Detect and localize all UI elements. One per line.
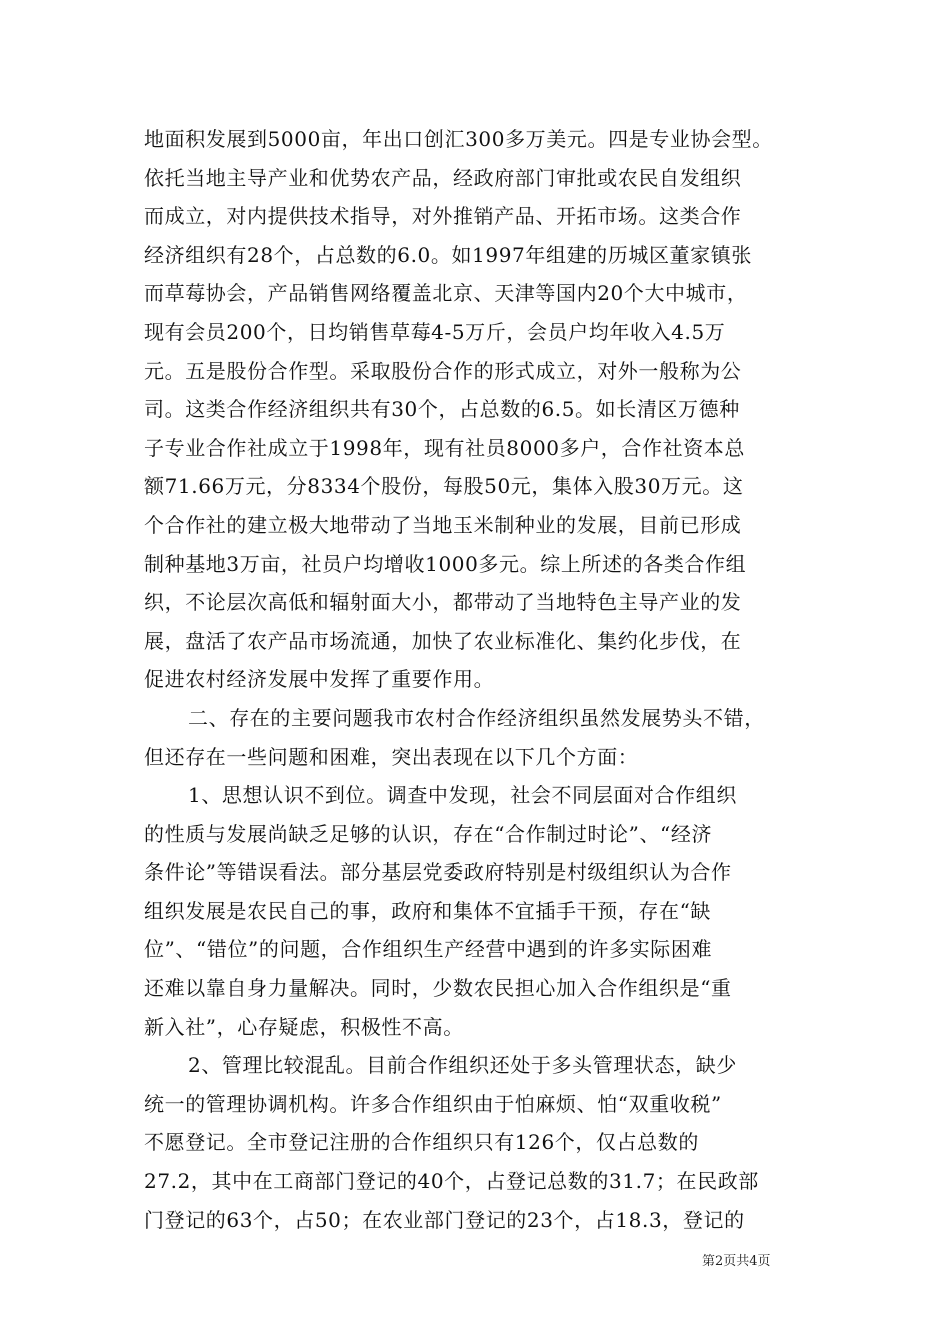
text-line: 二、存在的主要问题我市农村合作经济组织虽然发展势头不错，: [188, 705, 765, 730]
text-line: 依托当地主导产业和优势农产品，经政府部门审批或农民自发组织: [144, 165, 742, 190]
text-line: 经济组织有28个，占总数的6.0。如1997年组建的历城区董家镇张: [144, 242, 752, 267]
text-line: 子专业合作社成立于1998年，现有社员8000多户，合作社资本总: [144, 435, 745, 460]
text-line: 个合作社的建立极大地带动了当地玉米制种业的发展，目前已形成: [144, 512, 742, 537]
text-line: 2、管理比较混乱。目前合作组织还处于多头管理状态，缺少: [188, 1053, 737, 1078]
text-line: 组织发展是农民自己的事，政府和集体不宜插手干预，存在“缺: [144, 898, 712, 923]
text-line: 司。这类合作经济组织共有30个，占总数的6.5。如长清区万德种: [144, 397, 740, 422]
text-line: 1、思想认识不到位。调查中发现，社会不同层面对合作组织: [188, 783, 737, 808]
text-line: 展，盘活了农产品市场流通，加快了农业标准化、集约化步伐，在: [144, 628, 742, 653]
text-line: 额71.66万元，分8334个股份，每股50元，集体入股30万元。这: [144, 474, 744, 499]
text-line: 促进农村经济发展中发挥了重要作用。: [144, 667, 495, 692]
text-line: 织，不论层次高低和辐射面大小，都带动了当地特色主导产业的发: [144, 590, 742, 615]
page-footer: 第2页共4页: [702, 1254, 771, 1269]
body-text: [144, 120, 812, 1239]
text-line: 而成立，对内提供技术指导，对外推销产品、开拓市场。这类合作: [144, 204, 742, 229]
text-line: 还难以靠自身力量解决。同时，少数农民担心加入合作组织是“重: [144, 976, 732, 1001]
text-line: 现有会员200个，日均销售草莓4-5万斤，会员户均年收入4.5万: [144, 319, 726, 344]
text-line: 制种基地3万亩，社员户均增收1000多元。综上所述的各类合作组: [144, 551, 747, 576]
text-line: 条件论”等错误看法。部分基层党委政府特别是村级组织认为合作: [144, 860, 732, 885]
text-line: 但还存在一些问题和困难，突出表现在以下几个方面：: [144, 744, 639, 769]
text-line: 的性质与发展尚缺乏足够的认识，存在“合作制过时论”、“经济: [144, 821, 713, 846]
text-line: 门登记的63个，占50；在农业部门登记的23个，占18.3，登记的: [144, 1207, 745, 1232]
text-line: 27.2，其中在工商部门登记的40个，占登记总数的31.7；在民政部: [144, 1169, 759, 1194]
text-line: 统一的管理协调机构。许多合作组织由于怕麻烦、怕“双重收税”: [144, 1091, 722, 1116]
text-line: 而草莓协会，产品销售网络覆盖北京、天津等国内20个大中城市，: [144, 281, 748, 306]
text-line: 不愿登记。全市登记注册的合作组织只有126个，仅占总数的: [144, 1130, 699, 1155]
text-line: 地面积发展到5000亩，年出口创汇300多万美元。四是专业协会型。: [144, 127, 773, 151]
text-line: 位”、“错位”的问题，合作组织生产经营中遇到的许多实际困难: [144, 937, 713, 962]
text-line: 新入社”，心存疑虑，积极性不高。: [144, 1014, 464, 1039]
text-line: 元。五是股份合作型。采取股份合作的形式成立，对外一般称为公: [144, 358, 742, 383]
